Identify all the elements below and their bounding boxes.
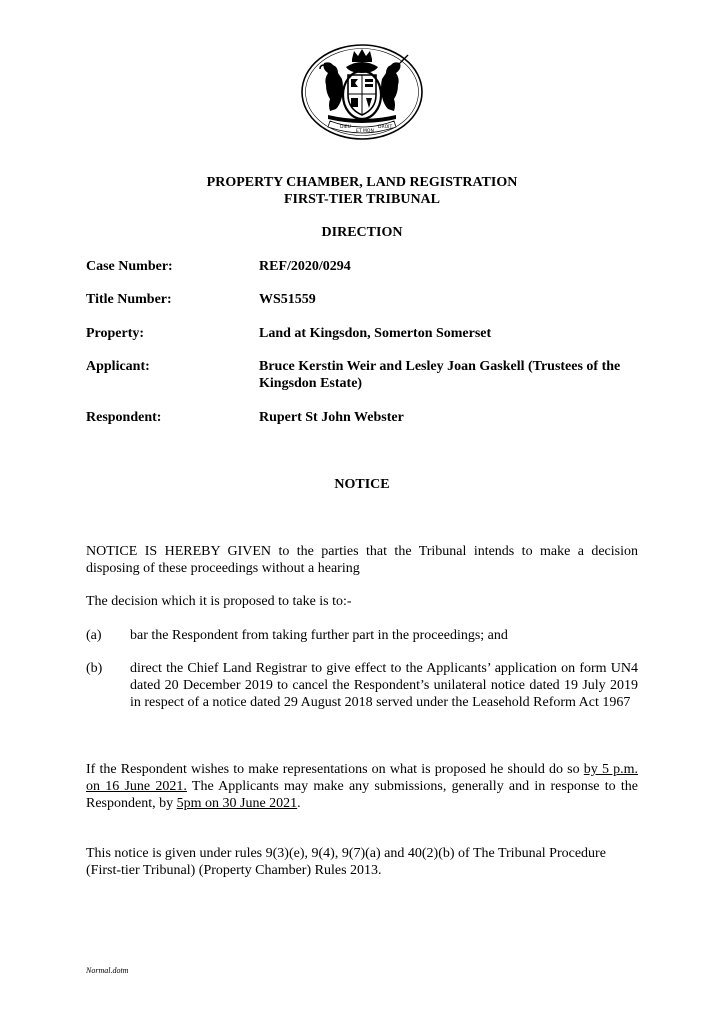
case-number-label: Case Number: [86,259,173,274]
respondent-value: Rupert St John Webster [259,410,404,425]
list-item-text-b: direct the Chief Land Registrar to give effect to the Applicants’ application on form UN4 dated 20 December 2019 to cancel the Respondent’s unilateral notice dated 19 July 2019 in respect of a notice dated 29 August 2018 served under the Leasehold Reform Act 1967 [130,661,638,710]
motto-bottom-text: ET MON [356,129,374,134]
notice-intro-paragraph: NOTICE IS HEREBY GIVEN to the parties that the Tribunal intends to make a decision disposing of these proceedings without a hearing [86,544,638,576]
applicant-deadline: 5pm on 30 June 2021 [176,796,298,811]
representations-text-2: The Applicants may make any submissions, generally and in response to the Respondent, by [86,779,638,811]
property-value: Land at Kingsdon, Somerton Somerset [259,326,492,341]
royal-coat-of-arms-icon [300,43,424,141]
applicant-label: Applicant: [86,359,150,374]
tribunal-heading-line1: PROPERTY CHAMBER, LAND REGISTRATION [206,175,518,190]
direction-heading: DIRECTION [321,225,403,240]
template-footer: Normal.dotm [86,966,129,975]
representations-text-3: . [297,796,301,811]
title-number-value: WS51559 [259,292,316,307]
representations-text-1: If the Respondent wishes to make representations on what is proposed he should do so [86,762,584,777]
property-label: Property: [86,326,145,341]
notice-heading: NOTICE [334,477,390,492]
representations-paragraph [86,761,638,812]
list-item-text-a: bar the Respondent from taking further part in the proceedings; and [130,628,508,643]
list-item-marker-b: (b) [86,661,103,676]
case-number-value: REF/2020/0294 [259,259,351,274]
respondent-label: Respondent: [86,410,162,425]
proposal-lead-paragraph: The decision which it is proposed to take is to:- [86,594,352,609]
tribunal-heading-line2: FIRST-TIER TRIBUNAL [284,192,440,207]
motto-left-text: DIEU [340,125,351,130]
rules-paragraph: This notice is given under rules 9(3)(e), 9(4), 9(7)(a) and 40(2)(b) of The Tribunal Procedure (First-tier Tribunal) (Property Chamber) Rules 2013. [86,846,606,878]
title-number-label: Title Number: [86,292,172,307]
applicant-value: Bruce Kerstin Weir and Lesley Joan Gaskell (Trustees of the Kingsdon Estate) [259,359,621,391]
motto-right-text: DROIT [378,125,393,130]
respondent-deadline: by 5 p.m. on 16 June 2021. [86,762,638,794]
list-item-marker-a: (a) [86,628,102,643]
